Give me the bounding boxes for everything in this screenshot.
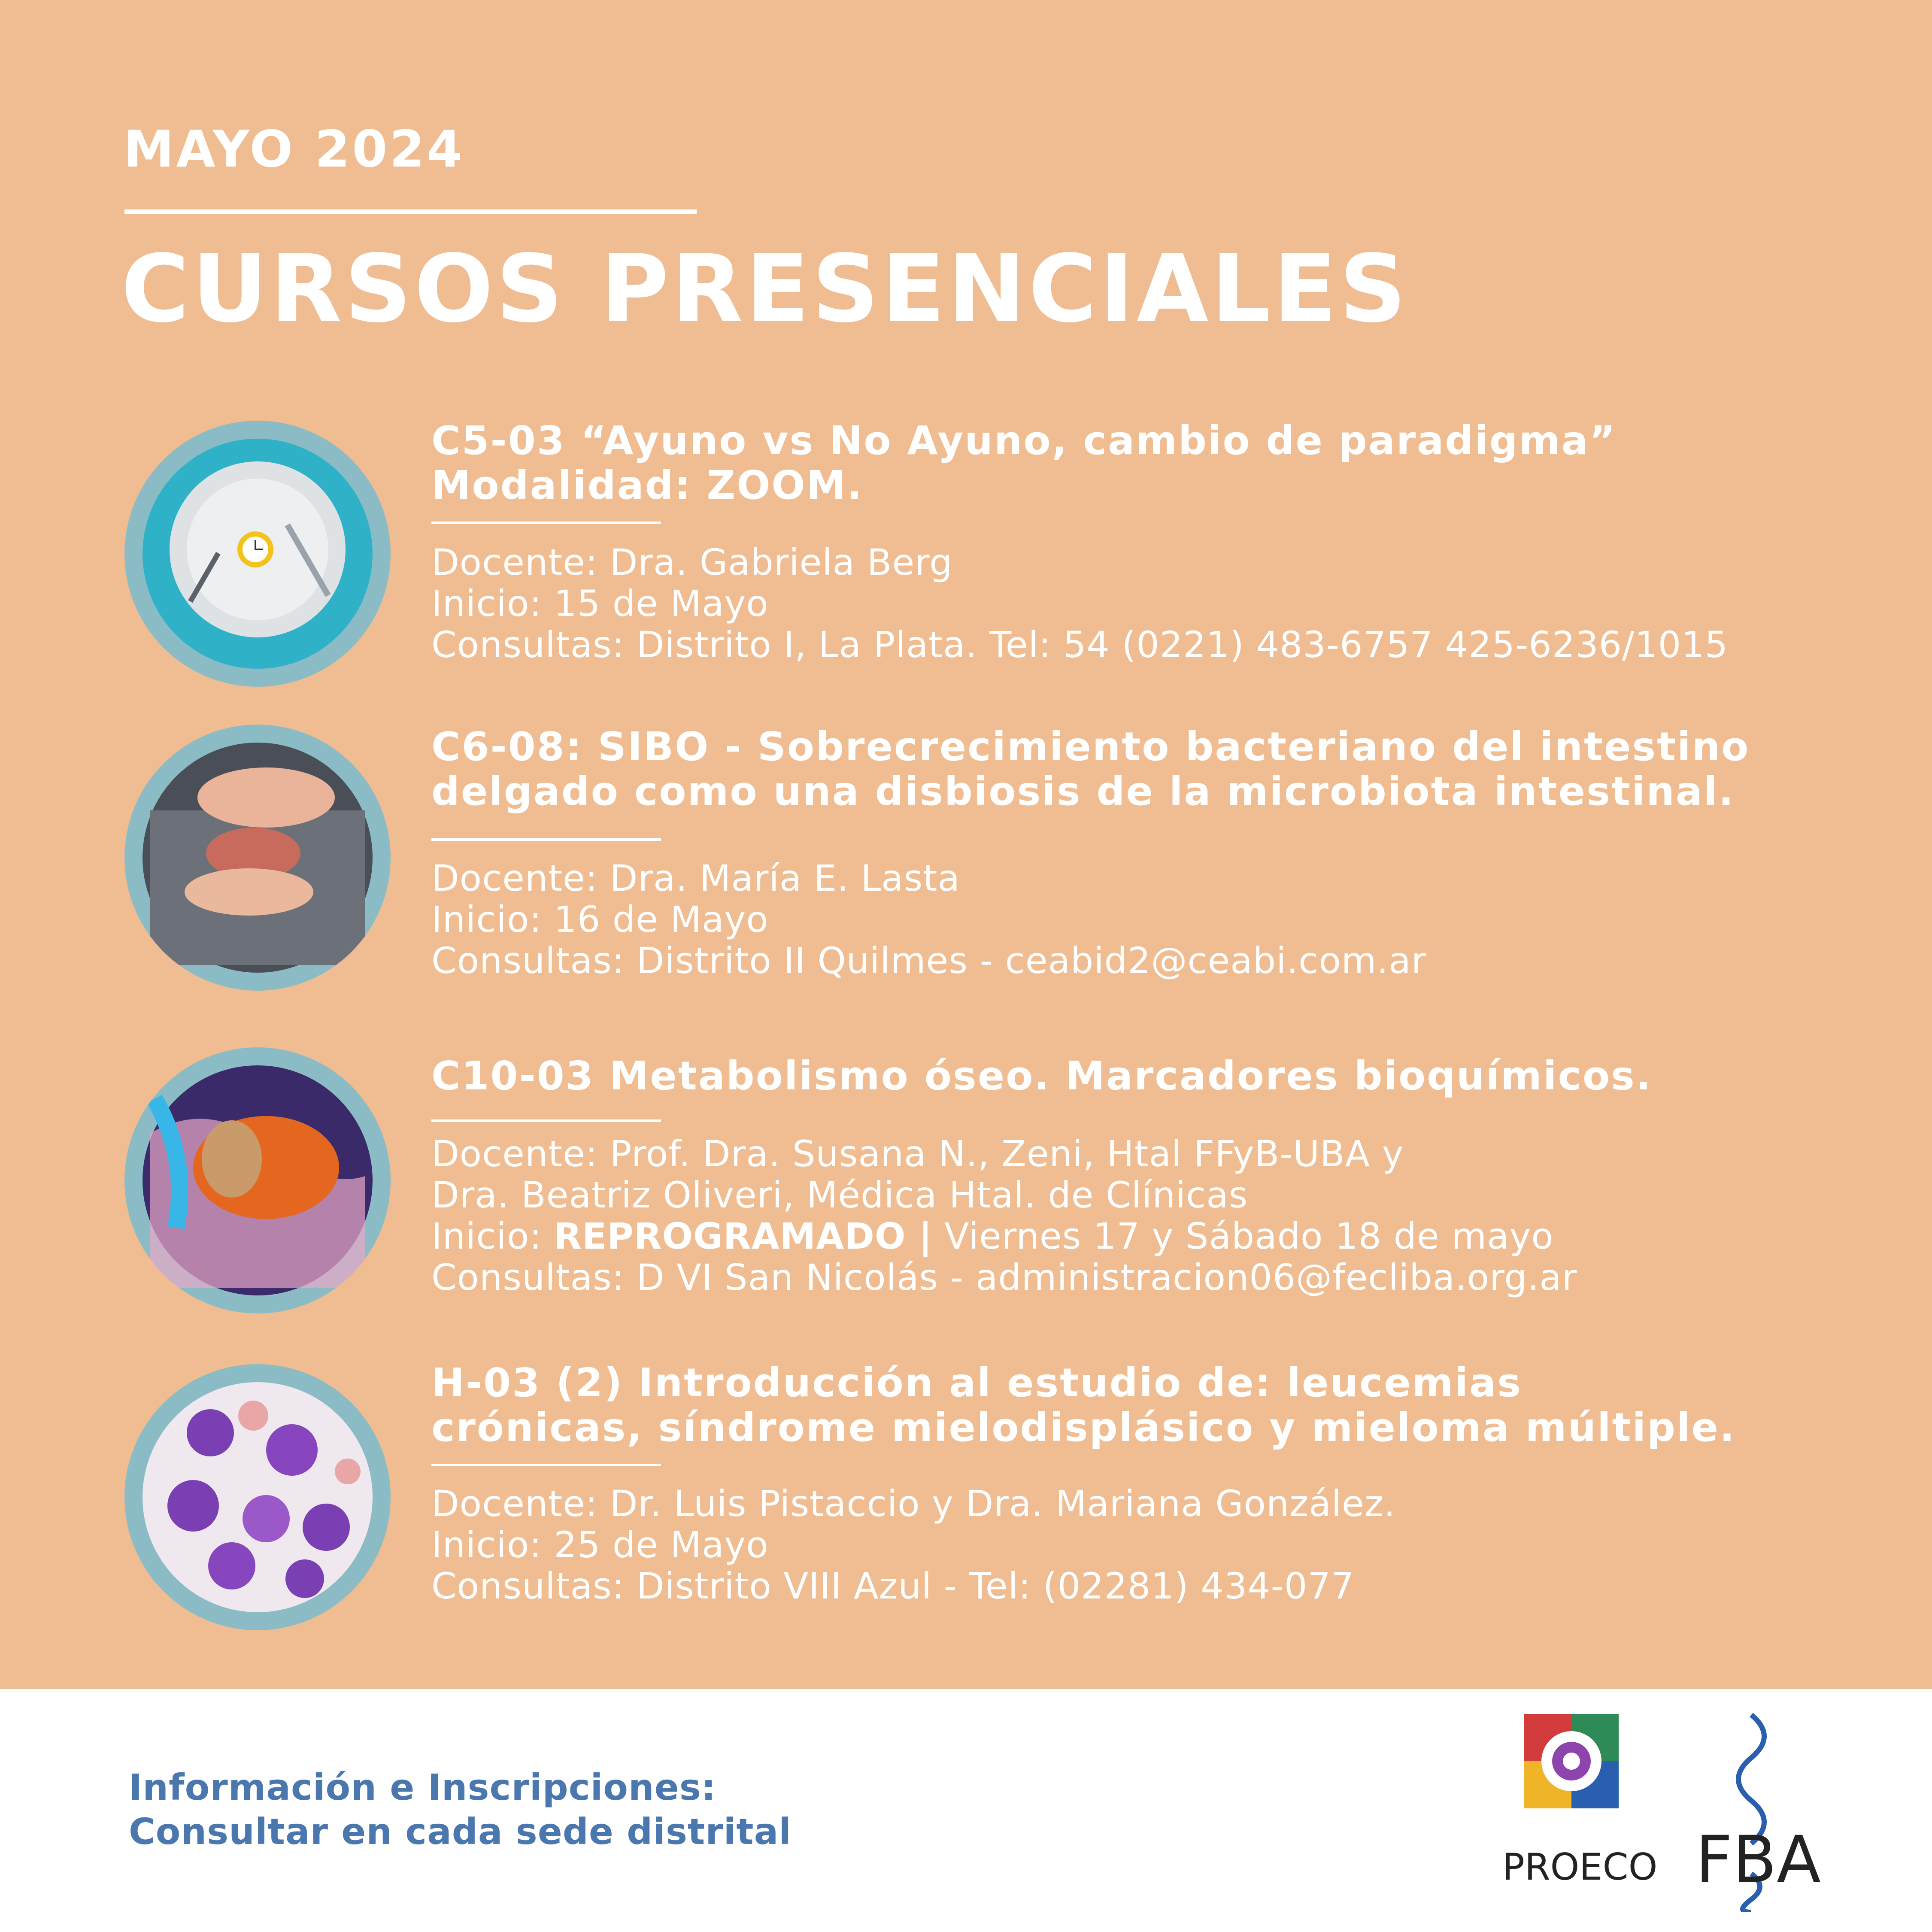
abdominal-pain-image (124, 725, 391, 991)
fasting-plate-illustration (124, 421, 391, 687)
course-divider (431, 1464, 661, 1466)
rescheduled-label: REPROGRAMADO | (554, 1215, 933, 1257)
fba-logo-label: FBA (1695, 1823, 1821, 1897)
course-title-line: crónicas, síndrome mielodisplásico y mieloma múltiple. (431, 1404, 1736, 1450)
course-inicio (431, 1216, 1577, 1257)
course-title-line: Modalidad: ZOOM. (431, 462, 864, 508)
course-divider (431, 1119, 661, 1122)
course-title (431, 1361, 1736, 1450)
course-divider (431, 522, 661, 524)
bone-illustration (124, 1047, 391, 1313)
bone-metabolism-image (124, 1047, 391, 1313)
course-docente: Dra. Beatriz Oliveri, Médica Htal. de Clínicas (431, 1174, 1248, 1216)
course-inicio: Inicio: 15 de Mayo (431, 582, 769, 625)
inicio-label: Inicio: (431, 1215, 554, 1257)
abdominal-pain-illustration (124, 725, 391, 991)
course-details (431, 1133, 1577, 1298)
course-docente: Docente: Dr. Luis Pistaccio y Dra. Mariana González. (431, 1483, 1396, 1525)
course-docente: Docente: Dra. Gabriela Berg (431, 541, 953, 583)
inicio-dates: Viernes 17 y Sábado 18 de mayo (932, 1215, 1554, 1257)
course-title (431, 419, 1617, 508)
footer-info-sub: Consultar en cada sede distrital (129, 1811, 792, 1853)
course-title (431, 1054, 1652, 1098)
course-consultas: Consultas: Distrito VIII Azul - Tel: (02281) 434-077 (431, 1565, 1355, 1607)
footer-info-label: Información e Inscripciones: (129, 1766, 716, 1808)
course-title-line: C5-03 “Ayuno vs No Ayuno, cambio de paradigma” (431, 418, 1617, 464)
course-details (431, 858, 1426, 981)
course-title (431, 725, 1750, 814)
course-title-line: C6-08: SIBO - Sobrecrecimiento bacteriano del intestino (431, 724, 1750, 770)
fasting-plate-image (124, 421, 391, 687)
course-consultas: Consultas: Distrito I, La Plata. Tel: 54 (0221) 483-6757 425-6236/1015 (431, 624, 1729, 666)
course-title-line: C10-03 Metabolismo óseo. Marcadores bioquímicos. (431, 1053, 1652, 1099)
course-divider (431, 838, 661, 841)
course-details (431, 1483, 1396, 1607)
course-docente: Docente: Prof. Dra. Susana N., Zeni, Htal FFyB-UBA y (431, 1133, 1404, 1175)
course-title-line: delgado como una disbiosis de la microbiota intestinal. (431, 768, 1735, 814)
proeco-logo-label: PROECO (1502, 1846, 1658, 1889)
course-title-line: H-03 (2) Introducción al estudio de: leucemias (431, 1360, 1522, 1406)
course-consultas: Consultas: D VI San Nicolás - administracion06@fecliba.org.ar (431, 1256, 1577, 1298)
course-docente: Docente: Dra. María E. Lasta (431, 857, 960, 899)
course-inicio: Inicio: 25 de Mayo (431, 1524, 769, 1566)
month-label: MAYO 2024 (124, 119, 464, 179)
blood-cells-illustration (124, 1364, 391, 1630)
header-divider (124, 209, 697, 214)
blood-cells-image (124, 1364, 391, 1630)
course-inicio: Inicio: 16 de Mayo (431, 898, 769, 940)
page-title: CURSOS PRESENCIALES (121, 235, 1409, 343)
course-consultas: Consultas: Distrito II Quilmes - ceabid2@ceabi.com.ar (431, 940, 1427, 982)
course-details (431, 542, 1728, 665)
